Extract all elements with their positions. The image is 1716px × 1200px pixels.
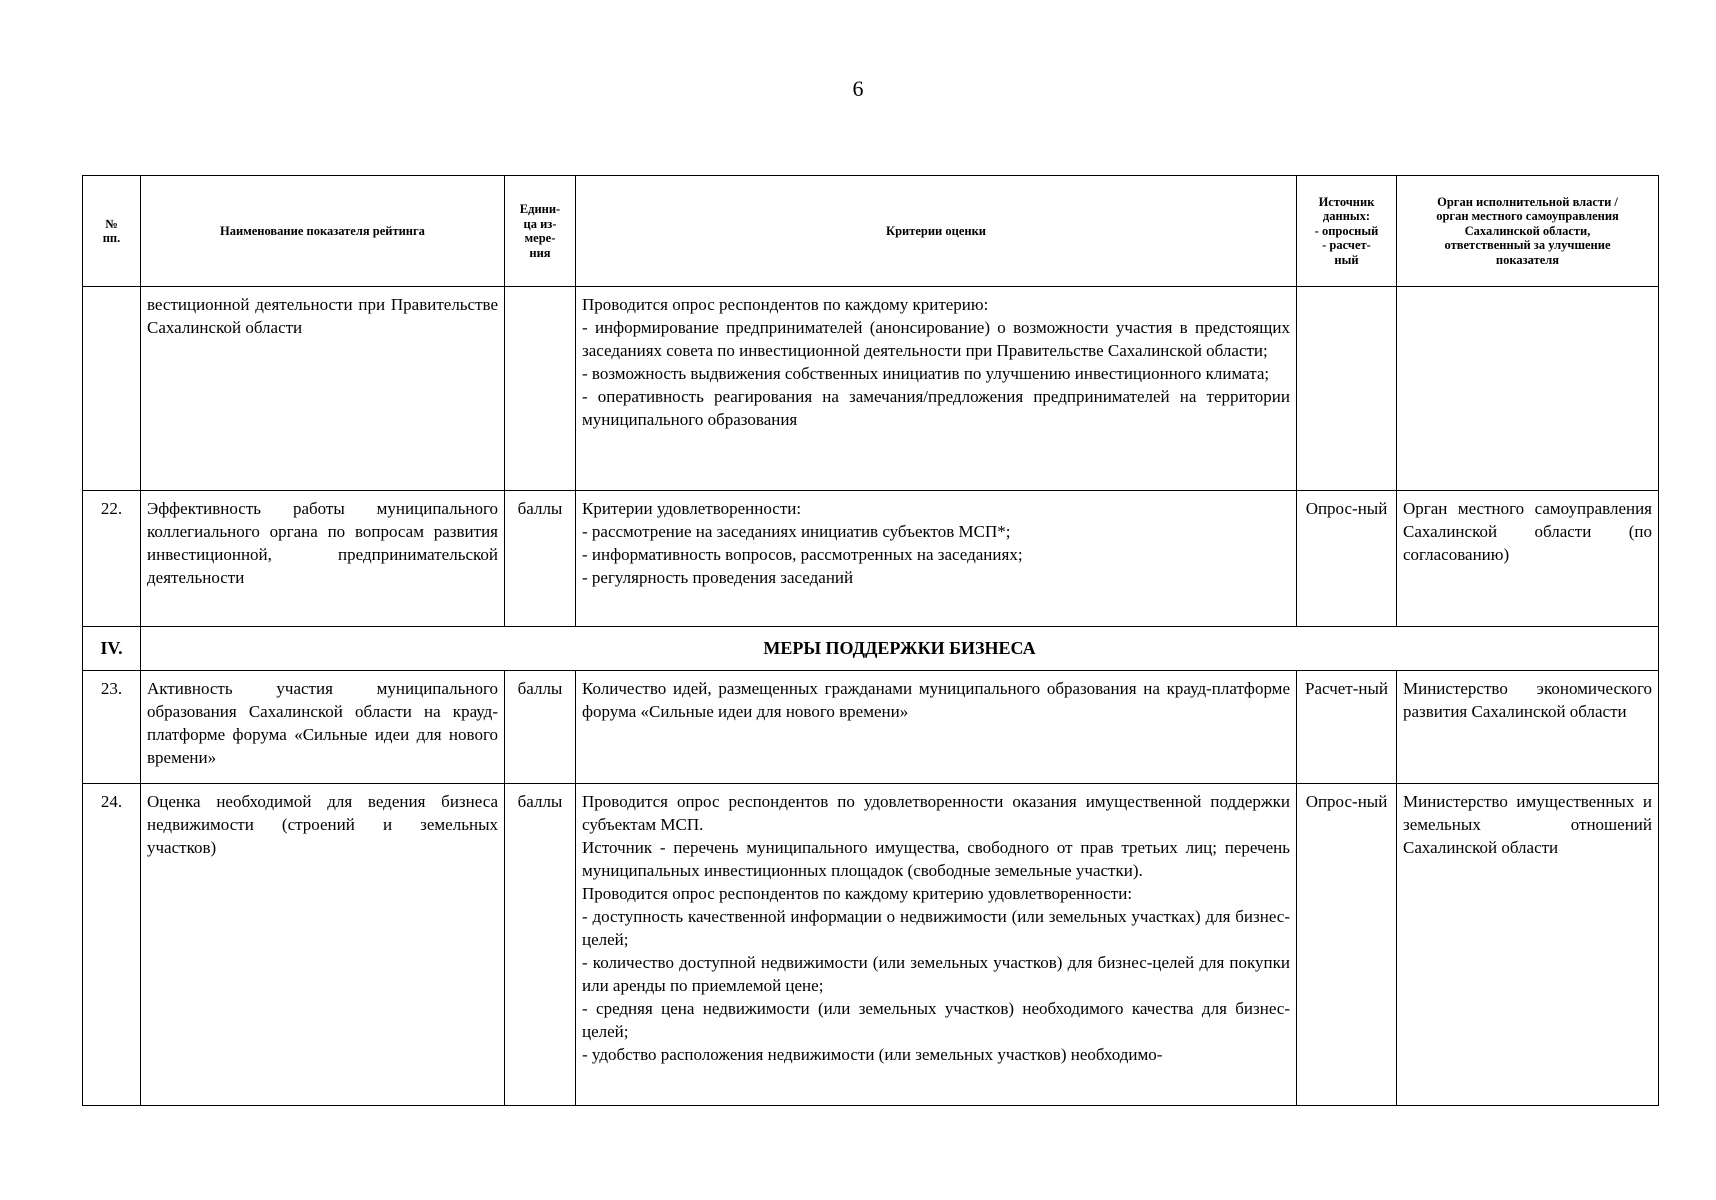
row-unit: баллы	[505, 491, 576, 627]
row-unit: баллы	[505, 784, 576, 1106]
row-num	[83, 287, 141, 491]
row-criteria: Количество идей, размещенных гражданами муниципального образования на крауд-платформе форума «Сильные идеи для нового времени»	[576, 671, 1297, 784]
table-header-row	[83, 176, 1659, 287]
row-authority: Министерство экономического развития Сахалинской области	[1397, 671, 1659, 784]
section-row	[83, 627, 1659, 671]
row-source: Расчет-ный	[1297, 671, 1397, 784]
section-num: IV.	[83, 627, 141, 671]
row-authority: Орган местного самоуправления Сахалинской области (по согласованию)	[1397, 491, 1659, 627]
row-unit: баллы	[505, 671, 576, 784]
row-source	[1297, 287, 1397, 491]
header-authority: Орган исполнительной власти / орган местного самоуправления Сахалинской области, ответственный за улучшение показателя	[1397, 176, 1659, 287]
row-authority: Министерство имущественных и земельных отношений Сахалинской области	[1397, 784, 1659, 1106]
row-source: Опрос-ный	[1297, 784, 1397, 1106]
row-num: 22.	[83, 491, 141, 627]
row-criteria: Критерии удовлетворенности: - рассмотрение на заседаниях инициатив субъектов МСП*; - информативность вопросов, рассмотренных на заседаниях; - регулярность проведения заседаний	[576, 491, 1297, 627]
row-name: вестиционной деятельности при Правительстве Сахалинской области	[141, 287, 505, 491]
header-criteria: Критерии оценки	[576, 176, 1297, 287]
row-criteria: Проводится опрос респондентов по удовлетворенности оказания имущественной поддержки субъектам МСП. Источник - перечень муниципального имущества, свободного от прав третьих лиц; перечень муниципальных инвестиционных площадок (свободные земельные участки). Проводится опрос респондентов по каждому критерию удовлетворенности: - доступность качественной информации о недвижимости (или земельных участках) для бизнес-целей; - количество доступной недвижимости (или земельных участков) для бизнес-целей для покупки или аренды по приемлемой цене; - средняя цена недвижимости (или земельных участков) необходимого качества для бизнес-целей; - удобство расположения недвижимости (или земельных участков) необходимо-	[576, 784, 1297, 1106]
header-unit: Едини- ца из- мере- ния	[505, 176, 576, 287]
table-row	[83, 491, 1659, 627]
row-name: Оценка необходимой для ведения бизнеса недвижимости (строений и земельных участков)	[141, 784, 505, 1106]
row-criteria: Проводится опрос респондентов по каждому критерию: - информирование предпринимателей (анонсирование) о возможности участия в предстоящих заседаниях совета по инвестиционной деятельности при Правительстве Сахалинской области; - возможность выдвижения собственных инициатив по улучшению инвестиционного климата; - оперативность реагирования на замечания/предложения предпринимателей на территории муниципального образования	[576, 287, 1297, 491]
header-source: Источник данных: - опросный - расчет- ный	[1297, 176, 1397, 287]
header-num: № пп.	[83, 176, 141, 287]
table-row	[83, 784, 1659, 1106]
section-title: МЕРЫ ПОДДЕРЖКИ БИЗНЕСА	[141, 627, 1659, 671]
row-source: Опрос-ный	[1297, 491, 1397, 627]
table-row	[83, 671, 1659, 784]
row-name: Активность участия муниципального образования Сахалинской области на крауд-платформе форума «Сильные идеи для нового времени»	[141, 671, 505, 784]
row-name: Эффективность работы муниципального коллегиального органа по вопросам развития инвестиционной, предпринимательской деятельности	[141, 491, 505, 627]
row-num: 24.	[83, 784, 141, 1106]
row-unit	[505, 287, 576, 491]
rating-table	[82, 175, 1659, 1106]
row-authority	[1397, 287, 1659, 491]
header-name: Наименование показателя рейтинга	[141, 176, 505, 287]
row-num: 23.	[83, 671, 141, 784]
page-number: 6	[852, 76, 864, 101]
table-row	[83, 287, 1659, 491]
